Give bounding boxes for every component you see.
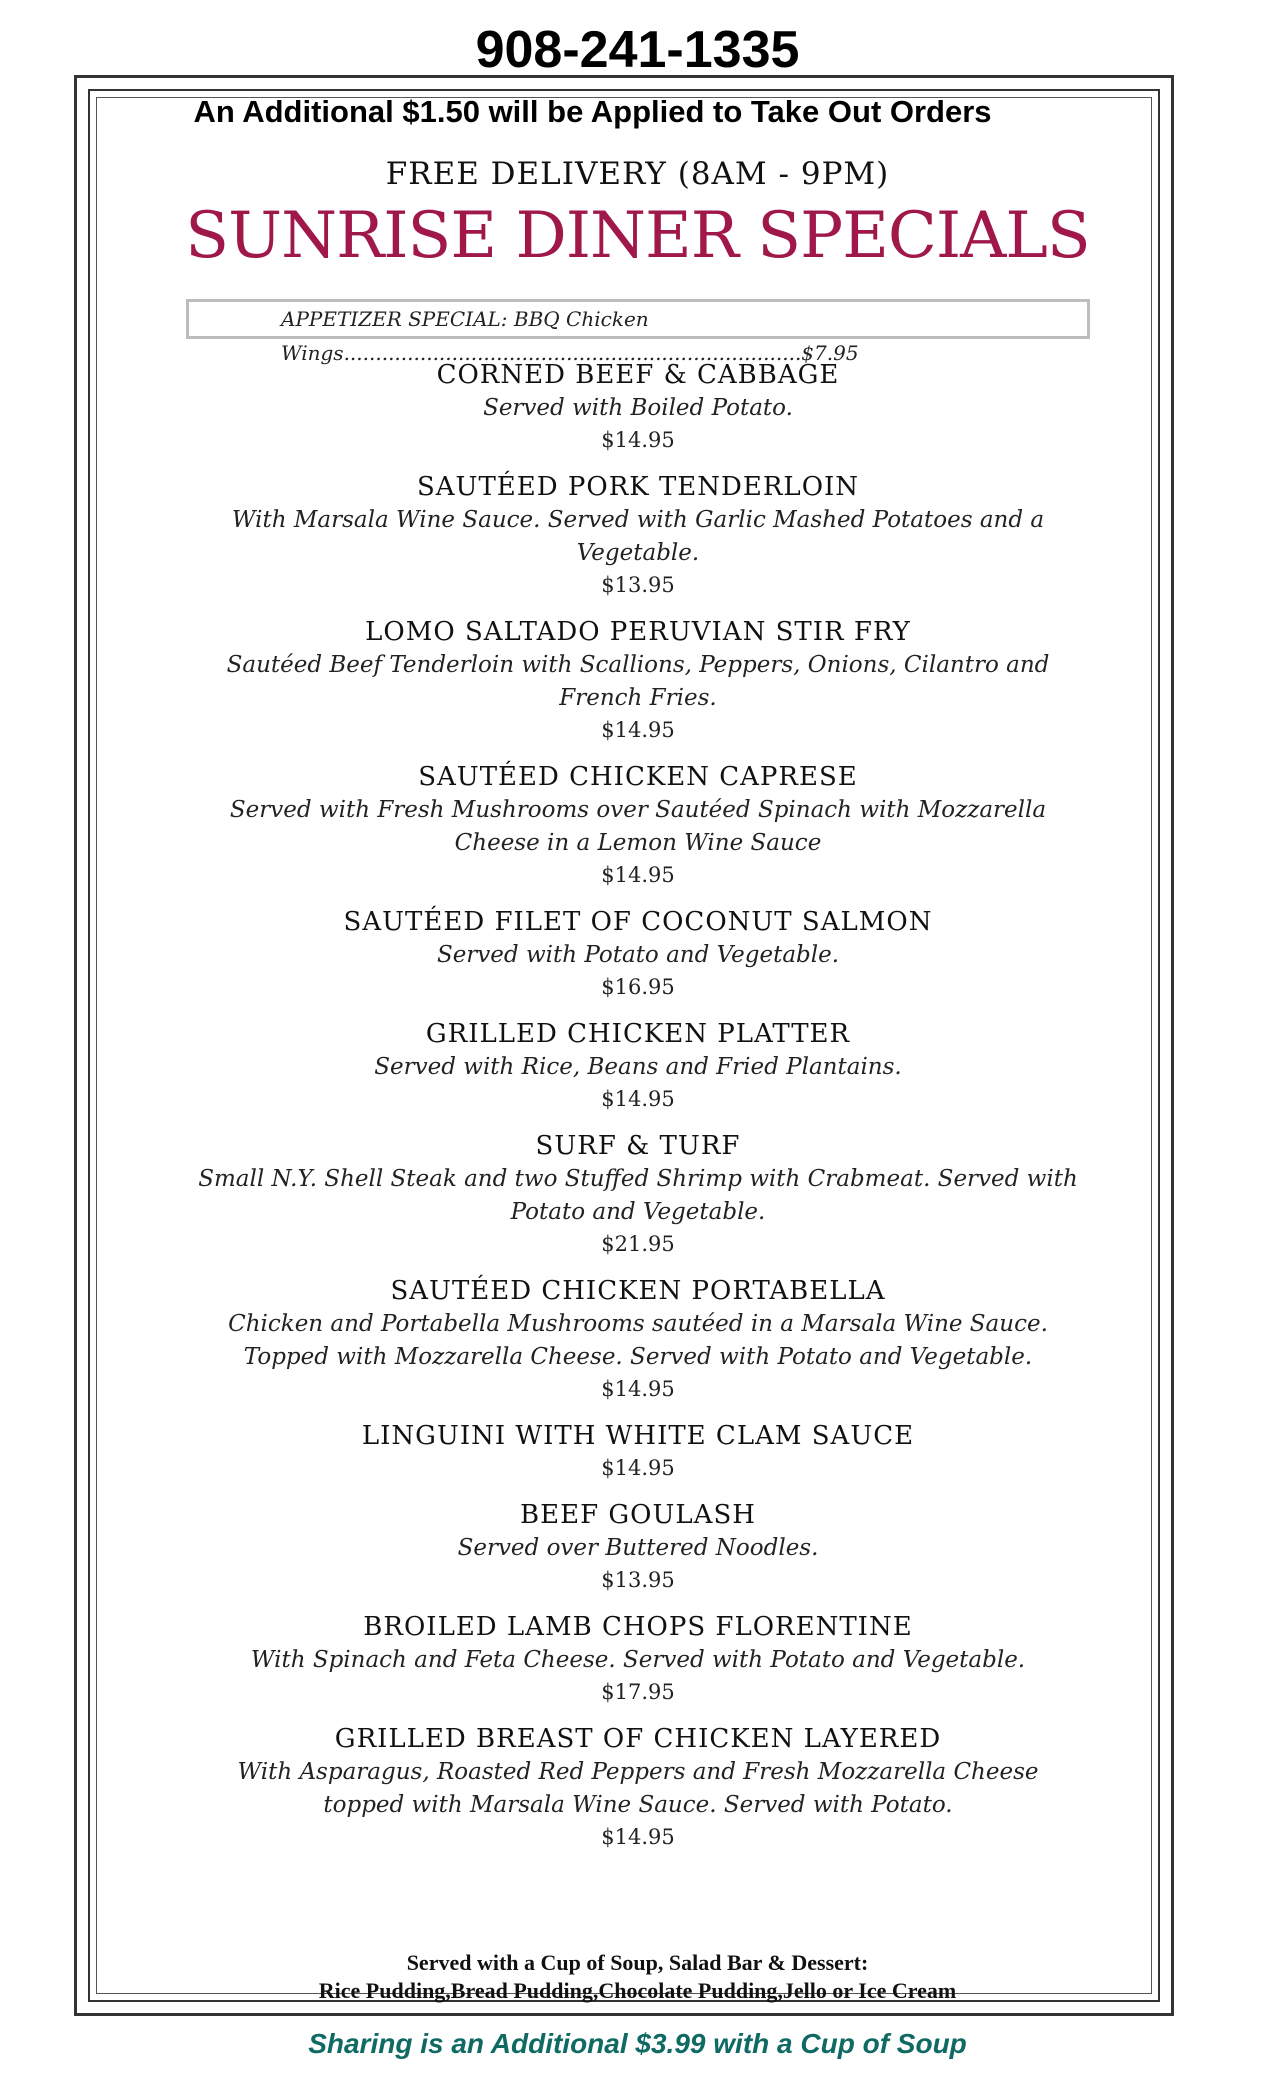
menu-item-description: Small N.Y. Shell Steak and two Stuffed Shrimp with Crabmeat. Served with Potato and Vegetable. — [198, 1166, 1078, 1225]
menu-item-price: $13.95 — [601, 573, 675, 597]
menu-item-name: BROILED LAMB CHOPS FLORENTINE — [363, 1612, 913, 1642]
menu-item-price: $14.95 — [601, 428, 675, 452]
menu-item-name: GRILLED CHICKEN PLATTER — [425, 1019, 851, 1049]
menu-item-name: BEEF GOULASH — [520, 1500, 756, 1530]
menu-item — [186, 1610, 1090, 1708]
menu-item-price: $21.95 — [601, 1232, 675, 1256]
menu-item — [186, 1129, 1090, 1260]
dessert-options-line: Rice Pudding,Bread Pudding,Chocolate Pudding,Jello or Ice Cream — [318, 1978, 957, 2003]
menu-item-description: With Spinach and Feta Cheese. Served with Potato and Vegetable. — [250, 1647, 1026, 1673]
menu-item-description: With Marsala Wine Sauce. Served with Garlic Mashed Potatoes and a Vegetable. — [231, 507, 1045, 566]
menu-item-description: Sautéed Beef Tenderloin with Scallions, Peppers, Onions, Cilantro and French Fries. — [226, 652, 1050, 711]
delivery-hours: FREE DELIVERY (8AM - 9PM) — [385, 156, 890, 192]
menu-item — [186, 905, 1090, 1003]
menu-item-name: SURF & TURF — [535, 1131, 741, 1161]
menu-item-name: SAUTÉED FILET OF COCONUT SALMON — [343, 907, 933, 937]
menu-item-price: $13.95 — [601, 1568, 675, 1592]
sharing-notice: Sharing is an Additional $3.99 with a Cup of Soup — [308, 2028, 967, 2059]
menu-item-description: With Asparagus, Roasted Red Peppers and Fresh Mozzarella Cheese topped with Marsala Wine Sauce. Served with Potato. — [237, 1759, 1039, 1818]
appetizer-special-box — [186, 299, 1090, 365]
menu-item — [186, 1722, 1090, 1853]
menu-item — [186, 1017, 1090, 1115]
menu-item-price: $14.95 — [601, 1087, 675, 1111]
menu-item-description: Served with Rice, Beans and Fried Plantains. — [374, 1054, 902, 1080]
takeout-notice: An Additional $1.50 will be Applied to Take Out Orders — [193, 94, 992, 129]
menu-item — [186, 760, 1090, 891]
menu-item-price: $17.95 — [601, 1680, 675, 1704]
appetizer-price: $7.95 — [801, 341, 859, 365]
menu-item-name: GRILLED BREAST OF CHICKEN LAYERED — [334, 1724, 942, 1754]
phone-number: 908-241-1335 — [475, 21, 800, 79]
menu-item-description: Served with Fresh Mushrooms over Sautéed Spinach with Mozzarella Cheese in a Lemon Wine Sauce — [229, 797, 1047, 856]
menu-item-price: $14.95 — [601, 1825, 675, 1849]
menu-item — [186, 1419, 1090, 1484]
menu-item-name: SAUTÉED PORK TENDERLOIN — [416, 472, 860, 502]
menu-item-description: Served over Buttered Noodles. — [457, 1535, 819, 1561]
menu-item-name: LINGUINI WITH WHITE CLAM SAUCE — [361, 1421, 915, 1451]
appetizer-label: APPETIZER SPECIAL: BBQ Chicken Wings — [281, 307, 649, 365]
menu-item-price: $14.95 — [601, 863, 675, 887]
menu-item-price: $14.95 — [601, 1377, 675, 1401]
menu-item-name: SAUTÉED CHICKEN PORTABELLA — [390, 1276, 886, 1306]
specials-list — [186, 358, 1090, 1867]
menu-item-price: $16.95 — [601, 975, 675, 999]
menu-item — [186, 1274, 1090, 1405]
menu-item-description: Served with Boiled Potato. — [483, 395, 793, 421]
appetizer-leader-dots: ........................................................................ — [343, 341, 802, 365]
menu-item-name: CORNED BEEF & CABBAGE — [436, 360, 840, 390]
served-with-line: Served with a Cup of Soup, Salad Bar & Dessert: — [406, 1950, 869, 1975]
menu-item — [186, 358, 1090, 456]
menu-item-price: $14.95 — [601, 1456, 675, 1480]
menu-item-description: Served with Potato and Vegetable. — [436, 942, 840, 968]
served-with-note — [0, 1949, 1275, 2005]
menu-item — [186, 615, 1090, 746]
menu-item-name: LOMO SALTADO PERUVIAN STIR FRY — [365, 617, 911, 647]
menu-item-price: $14.95 — [601, 718, 675, 742]
menu-item — [186, 1498, 1090, 1596]
menu-item-description: Chicken and Portabella Mushrooms sautéed in a Marsala Wine Sauce. Topped with Mozzarella Cheese. Served with Potato and Vegetable. — [228, 1311, 1048, 1370]
page-title: SUNRISE DINER SPECIALS — [185, 199, 1090, 273]
menu-item-name: SAUTÉED CHICKEN CAPRESE — [418, 762, 858, 792]
menu-item — [186, 470, 1090, 601]
